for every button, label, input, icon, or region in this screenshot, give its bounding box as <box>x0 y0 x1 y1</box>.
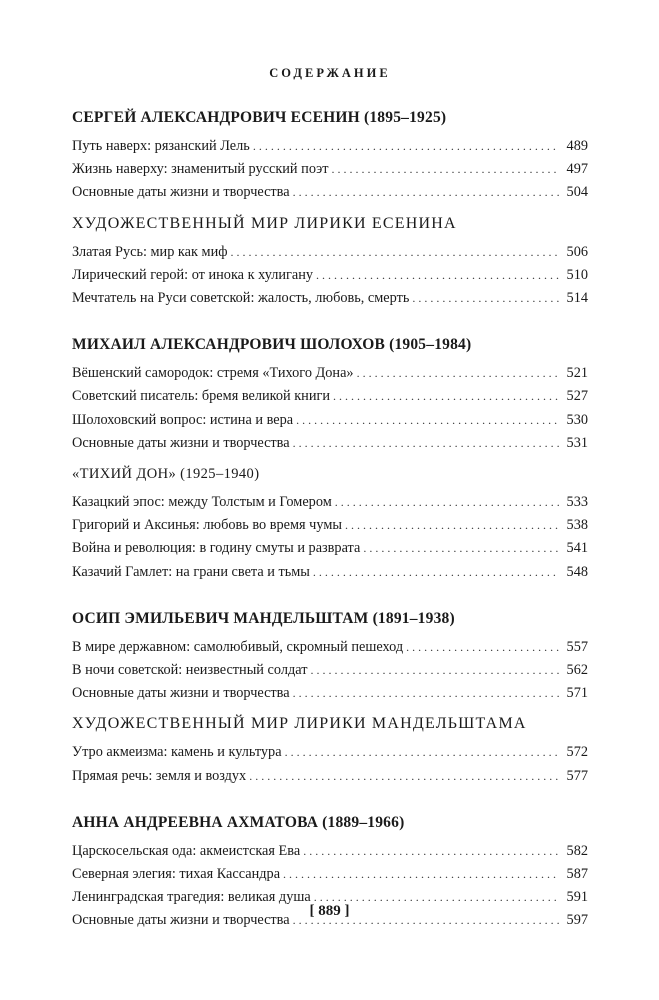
toc-entry[interactable] <box>72 385 588 408</box>
entry-title: Ленинградская трагедия: великая душа <box>72 889 311 906</box>
entry-page-number: 506 <box>566 243 588 260</box>
entry-title: Шолоховский вопрос: истина и вера <box>72 411 294 428</box>
toc-entry[interactable] <box>72 181 588 204</box>
dot-leader <box>296 409 559 432</box>
toc-entry[interactable] <box>72 409 588 432</box>
toc-entry[interactable] <box>72 537 588 560</box>
entry-title: Григорий и Аксинья: любовь во время чумы <box>72 517 342 534</box>
dot-leader <box>316 264 559 287</box>
entry-page-number: 527 <box>566 388 588 405</box>
toc-entry[interactable] <box>72 741 588 764</box>
entry-page-number: 510 <box>566 266 588 283</box>
toc-entry[interactable] <box>72 491 588 514</box>
entry-page-number: 597 <box>566 912 588 929</box>
dot-leader <box>249 765 559 788</box>
dot-leader <box>332 158 559 181</box>
entry-title: Казацкий эпос: между Толстым и Гомером <box>72 494 332 511</box>
toc-entry[interactable] <box>72 863 588 886</box>
entry-page-number: 587 <box>566 866 588 883</box>
dot-leader <box>285 741 559 764</box>
dot-leader <box>333 385 559 408</box>
entry-title: Основные даты жизни и творчества <box>72 912 290 929</box>
dot-leader <box>363 537 559 560</box>
toc-entry[interactable] <box>72 682 588 705</box>
sub-heading: ХУДОЖЕСТВЕННЫЙ МИР ЛИРИКИ ЕСЕНИНА <box>72 214 457 232</box>
entry-page-number: 557 <box>566 638 588 655</box>
section-spacer <box>72 594 588 608</box>
dot-leader <box>231 241 560 264</box>
entry-title: Царскосельская ода: акмеистская Ева <box>72 842 301 859</box>
entry-title: Утро акмеизма: камень и культура <box>72 744 282 761</box>
author-heading: СЕРГЕЙ АЛЕКСАНДРОВИЧ ЕСЕНИН (1895–1925) <box>72 109 447 126</box>
dot-leader <box>303 840 559 863</box>
entry-title: Златая Русь: мир как миф <box>72 243 228 260</box>
entry-title: Вёшенский самородок: стремя «Тихого Дона» <box>72 365 354 382</box>
entry-page-number: 591 <box>566 889 588 906</box>
dot-leader <box>345 514 559 537</box>
entry-page-number: 577 <box>566 767 588 784</box>
toc-section-esenin <box>72 107 588 310</box>
entry-page-number: 504 <box>566 184 588 201</box>
toc-entry[interactable] <box>72 362 588 385</box>
dot-leader <box>313 561 559 584</box>
entry-page-number: 531 <box>566 434 588 451</box>
toc-entry[interactable] <box>72 765 588 788</box>
toc-entry[interactable] <box>72 241 588 264</box>
entry-page-number: 530 <box>566 411 588 428</box>
dot-leader <box>293 432 559 455</box>
entry-page-number: 521 <box>566 365 588 382</box>
entry-page-number: 548 <box>566 563 588 580</box>
toc-entry[interactable] <box>72 561 588 584</box>
entry-title: Северная элегия: тихая Кассандра <box>72 866 281 883</box>
entry-page-number: 562 <box>566 662 588 679</box>
section-spacer <box>72 320 588 334</box>
sub-heading: ХУДОЖЕСТВЕННЫЙ МИР ЛИРИКИ МАНДЕЛЬШТАМА <box>72 715 527 733</box>
toc-entry[interactable] <box>72 514 588 537</box>
dot-leader <box>412 287 559 310</box>
toc-entry[interactable] <box>72 636 588 659</box>
toc-page <box>72 60 588 943</box>
entry-title: Основные даты жизни и творчества <box>72 434 290 451</box>
toc-entry[interactable] <box>72 840 588 863</box>
entry-title: Советский писатель: бремя великой книги <box>72 388 330 405</box>
entry-title: Прямая речь: земля и воздух <box>72 767 247 784</box>
toc-entry[interactable] <box>72 158 588 181</box>
toc-section-mandelstam <box>72 608 588 788</box>
entry-title: Путь наверх: рязанский Лель <box>72 138 250 154</box>
section-spacer <box>72 798 588 812</box>
entry-title: Мечтатель на Руси советской: жалость, любовь, смерть <box>72 290 410 307</box>
entry-title: Основные даты жизни и творчества <box>72 685 290 702</box>
entry-page-number: 489 <box>566 138 588 154</box>
toc-section-sholokhov <box>72 334 588 584</box>
entry-title: В мире державном: самолюбивый, скромный пешеход <box>72 638 404 655</box>
entry-title: Война и революция: в годину смуты и разврата <box>72 540 361 557</box>
entry-page-number: 497 <box>566 161 588 178</box>
entry-page-number: 541 <box>566 540 588 557</box>
dot-leader <box>283 863 559 886</box>
entry-page-number: 514 <box>566 290 588 307</box>
toc-entry[interactable] <box>72 432 588 455</box>
entry-title: Лирический герой: от инока к хулигану <box>72 266 314 283</box>
entry-page-number: 538 <box>566 517 588 534</box>
entry-page-number: 571 <box>566 685 588 702</box>
entry-title: В ночи советской: неизвестный солдат <box>72 662 308 679</box>
running-title: СОДЕРЖАНИЕ <box>269 66 391 80</box>
toc-entry[interactable] <box>72 287 588 310</box>
author-heading: ОСИП ЭМИЛЬЕВИЧ МАНДЕЛЬШТАМ (1891–1938) <box>72 609 455 627</box>
entry-title: Казачий Гамлет: на грани света и тьмы <box>72 563 310 580</box>
toc-entry[interactable] <box>72 264 588 287</box>
dot-leader <box>253 135 559 158</box>
dot-leader <box>406 636 559 659</box>
dot-leader <box>293 682 559 705</box>
dot-leader <box>310 659 559 682</box>
sub-heading: «ТИХИЙ ДОН» (1925–1940) <box>72 466 260 483</box>
page-folio: [ 889 ] <box>309 903 350 919</box>
dot-leader <box>335 491 559 514</box>
entry-title: Жизнь наверху: знаменитый русский поэт <box>72 161 329 178</box>
dot-leader <box>293 181 559 204</box>
toc-entry[interactable] <box>72 659 588 682</box>
entry-title: Основные даты жизни и творчества <box>72 184 290 201</box>
author-heading: АННА АНДРЕЕВНА АХМАТОВА (1889–1966) <box>72 813 405 831</box>
entry-page-number: 582 <box>566 842 588 859</box>
author-heading: МИХАИЛ АЛЕКСАНДРОВИЧ ШОЛОХОВ (1905–1984) <box>72 336 472 354</box>
dot-leader <box>357 362 559 385</box>
entry-page-number: 533 <box>566 494 588 511</box>
toc-entry[interactable] <box>72 135 588 158</box>
entry-page-number: 572 <box>566 744 588 761</box>
